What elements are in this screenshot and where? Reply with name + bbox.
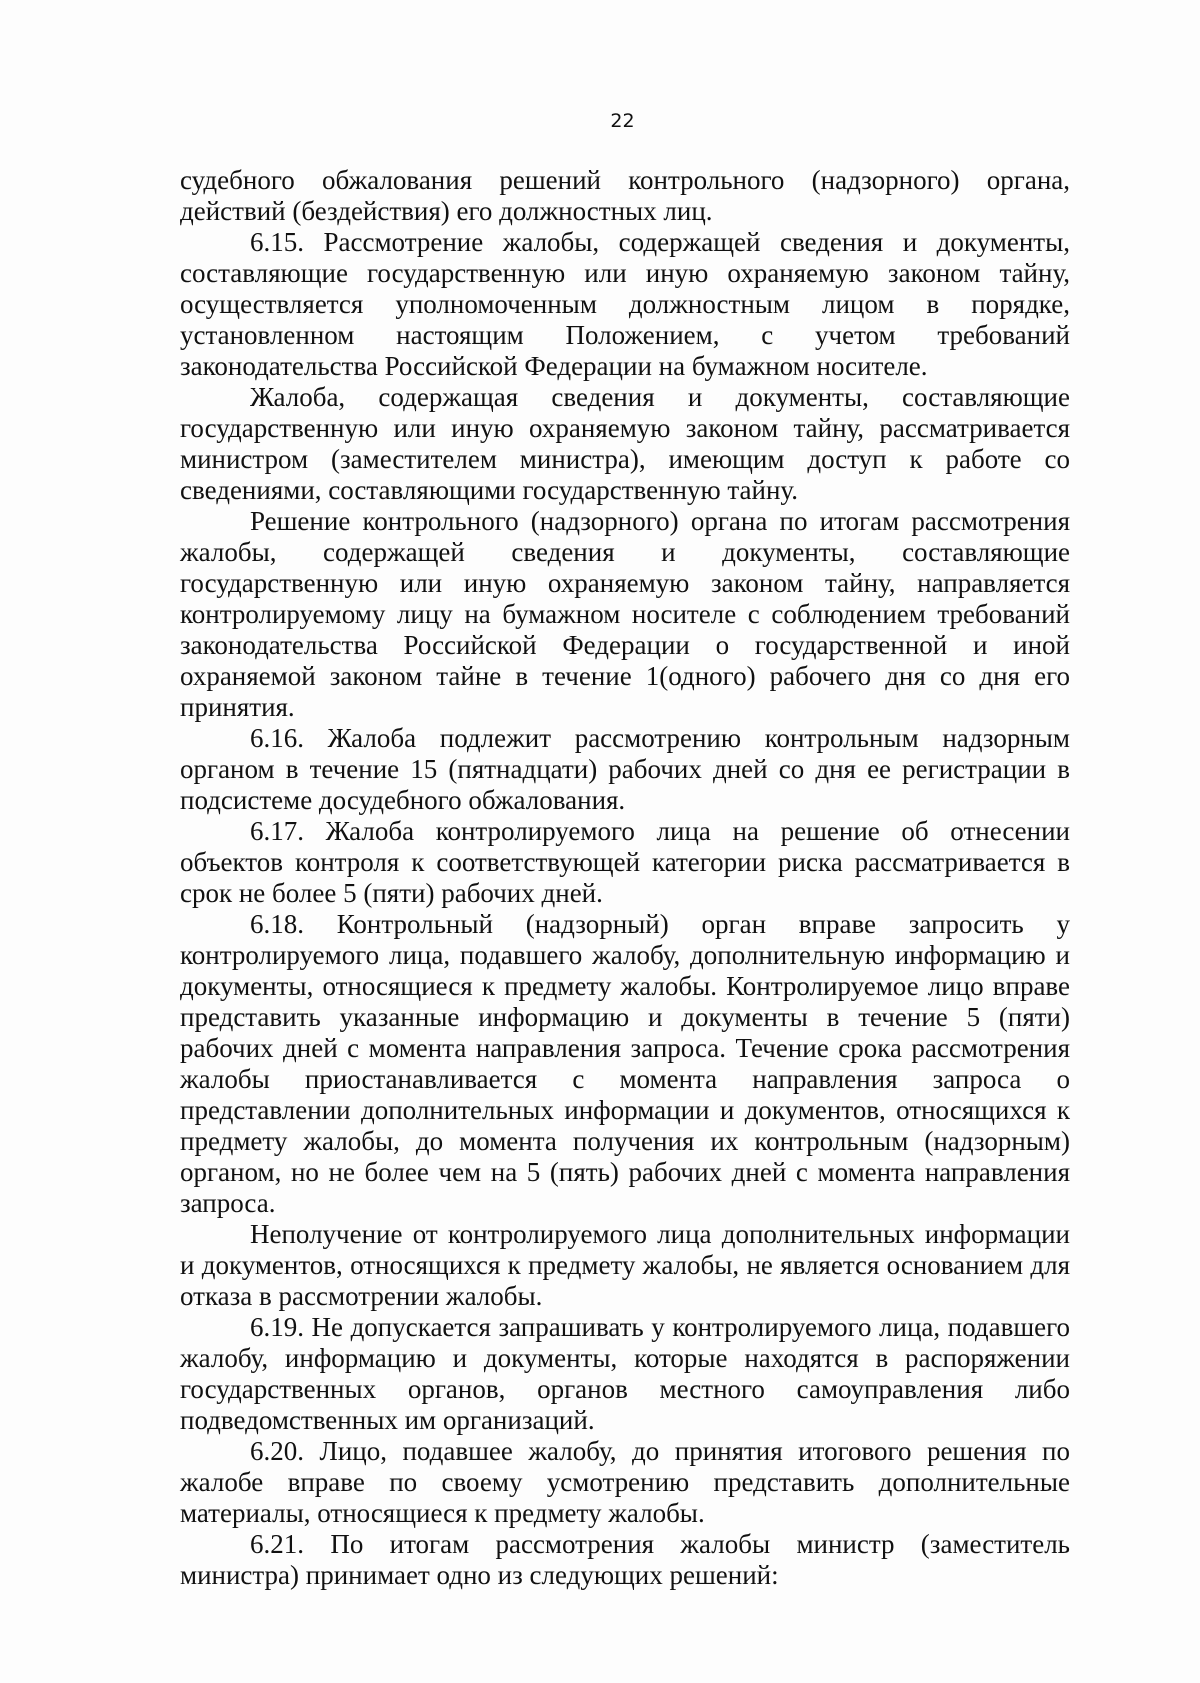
paragraph: Неполучение от контролируемого лица дополнительных информации и документов, относящихся к предмету жалобы, не является основанием для отказа в рассмотрении жалобы.	[180, 1219, 1070, 1311]
paragraph: судебного обжалования решений контрольного (надзорного) органа, действий (бездействия) его должностных лиц.	[180, 165, 1070, 226]
paragraph-6-17: 6.17. Жалоба контролируемого лица на решение об отнесении объектов контроля к соответствующей категории риска рассматривается в срок не более 5 (пяти) рабочих дней.	[180, 816, 1070, 908]
page-number: 22	[610, 110, 635, 132]
paragraph: Жалоба, содержащая сведения и документы, составляющие государственную или иную охраняемую законом тайну, рассматривается министром (заместителем министра), имеющим доступ к работе со сведениями, составляющими государственную тайну.	[180, 382, 1070, 505]
paragraph-6-18: 6.18. Контрольный (надзорный) орган вправе запросить у контролируемого лица, подавшего жалобу, дополнительную информацию и документы, относящиеся к предмету жалобы. Контролируемое лицо вправе представить указанные информацию и документы в течение 5 (пяти) рабочих дней с момента направления запроса. Течение срока рассмотрения жалобы приостанавливается с момента направления запроса о представлении дополнительных информации и документов, относящихся к предмету жалобы, до момента получения их контрольным (надзорным) органом, но не более чем на 5 (пять) рабочих дней с момента направления запроса.	[180, 909, 1070, 1218]
paragraph-6-15: 6.15. Рассмотрение жалобы, содержащей сведения и документы, составляющие государственную или иную охраняемую законом тайну, осуществляется уполномоченным должностным лицом в порядке, установленном настоящим Положением, с учетом требований законодательства Российской Федерации на бумажном носителе.	[180, 227, 1070, 381]
paragraph-6-19: 6.19. Не допускается запрашивать у контролируемого лица, подавшего жалобу, информацию и документы, которые находятся в распоряжении государственных органов, органов местного самоуправления либо подведомственных им организаций.	[180, 1312, 1070, 1435]
paragraph-6-21: 6.21. По итогам рассмотрения жалобы министр (заместитель министра) принимает одно из следующих решений:	[180, 1529, 1070, 1590]
document-body	[180, 165, 1070, 1591]
paragraph: Решение контрольного (надзорного) органа по итогам рассмотрения жалобы, содержащей сведения и документы, составляющие государственную или иную охраняемую законом тайну, направляется контролируемому лицу на бумажном носителе с соблюдением требований законодательства Российской Федерации о государственной и иной охраняемой законом тайне в течение 1(одного) рабочего дня со дня его принятия.	[180, 506, 1070, 722]
paragraph-6-20: 6.20. Лицо, подавшее жалобу, до принятия итогового решения по жалобе вправе по своему усмотрению представить дополнительные материалы, относящиеся к предмету жалобы.	[180, 1436, 1070, 1528]
paragraph-6-16: 6.16. Жалоба подлежит рассмотрению контрольным надзорным органом в течение 15 (пятнадцати) рабочих дней со дня ее регистрации в подсистеме досудебного обжалования.	[180, 723, 1070, 815]
